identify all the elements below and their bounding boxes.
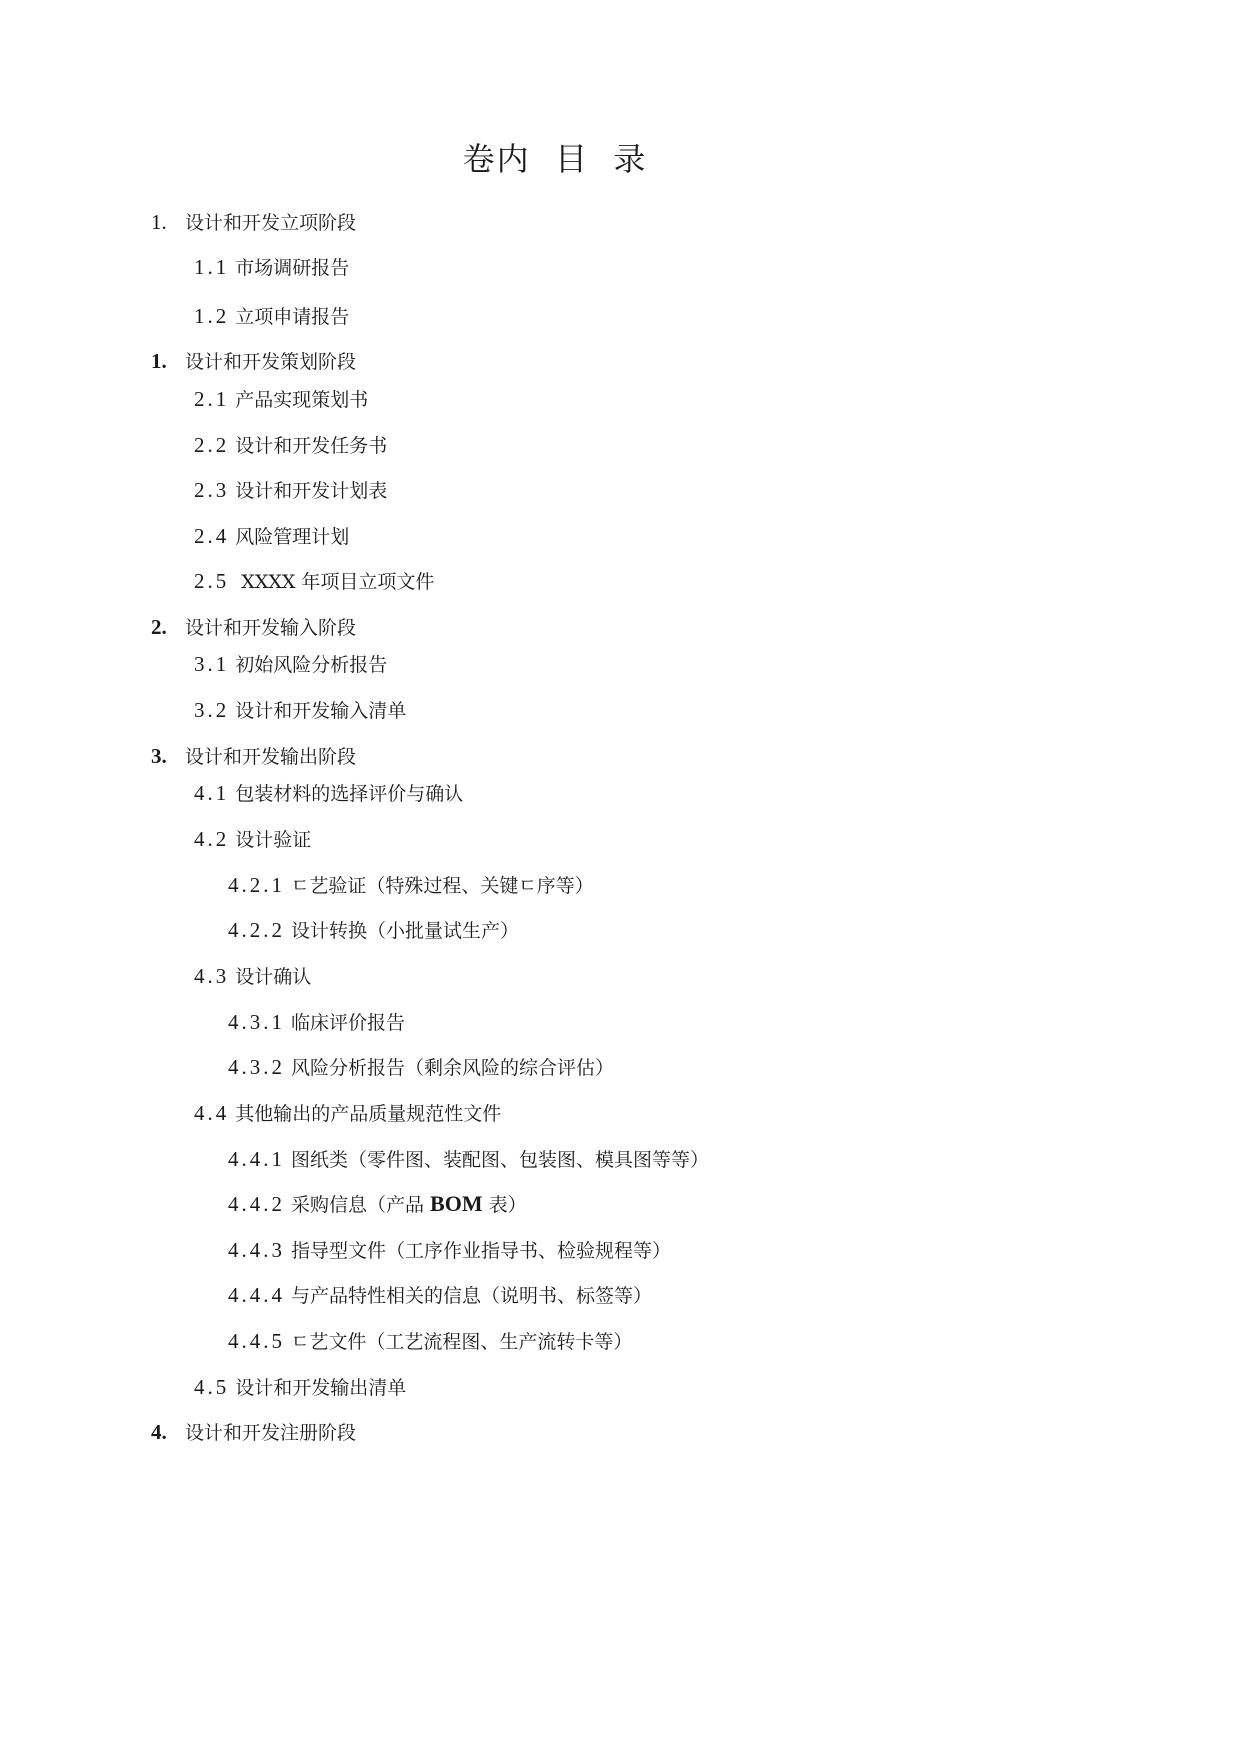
toc-section-4 [151,743,356,770]
toc-item-4-3 [194,963,311,990]
toc-section-2 [151,348,356,375]
toc-label: 设计和开发注册阶段 [185,1422,357,1444]
toc-item-4-4-2 [228,1191,527,1218]
toc-number: 4.4.1 [228,1147,285,1171]
toc-number: 2.4 [194,524,230,548]
toc-item-2-5 [194,568,434,595]
toc-label: ㄷ艺文件（工艺流程图、生产流转卡等） [291,1331,633,1353]
toc-item-4-2-1 [228,872,594,899]
toc-item-2-1 [194,386,368,413]
toc-number: 4. [151,1420,167,1444]
toc-number: 1.2 [194,304,230,328]
toc-label: 设计和开发输出清单 [235,1377,407,1399]
toc-label: 设计和开发策划阶段 [185,351,357,373]
toc-item-2-3 [194,477,387,504]
toc-item-4-4-4 [228,1282,652,1309]
toc-number: 1. [151,349,167,373]
toc-number: 4.2 [194,827,230,851]
toc-label: 包装材料的选择评价与确认 [235,783,464,805]
page-title: 卷内 目 录 [462,140,648,178]
toc-label [291,1191,527,1218]
toc-item-4-4 [194,1100,501,1127]
toc-label: 设计和开发计划表 [235,480,388,502]
toc-number: 2. [151,615,167,639]
toc-label: 设计验证 [235,829,312,851]
toc-number: 4.3 [194,964,230,988]
toc-item-1-1 [194,254,349,281]
toc-label: XXXX 年项目立项文件 [235,571,435,593]
toc-number: 4.4.4 [228,1283,285,1307]
toc-label: 指导型文件（工序作业指导书、检验规程等） [291,1240,672,1262]
toc-item-4-1 [194,780,463,807]
toc-label: 产品实现策划书 [235,389,369,411]
toc-section-1 [151,209,356,236]
toc-label: 设计确认 [235,966,312,988]
toc-number: 2.2 [194,433,230,457]
toc-label: 设计和开发输出阶段 [185,746,357,768]
toc-label-post: 表） [482,1194,527,1216]
toc-section-5 [151,1419,356,1446]
toc-item-3-1 [194,651,387,678]
toc-item-4-4-1 [228,1146,709,1173]
toc-label: 图纸类（零件图、装配图、包装图、模具图等等） [291,1149,710,1171]
toc-item-4-5 [194,1374,406,1401]
toc-label: 其他输出的产品质量规范性文件 [235,1103,502,1125]
toc-number: 4.2.1 [228,873,285,897]
toc-number: 1. [151,210,167,234]
toc-label: 设计和开发输入清单 [235,700,407,722]
toc-section-3 [151,614,356,641]
toc-label: 立项申请报告 [235,306,350,328]
toc-number: 1.1 [194,255,230,279]
toc-label: 市场调研报告 [235,257,350,279]
toc-number: 2.1 [194,387,230,411]
toc-label-pre: 采购信息（产品 [291,1194,431,1216]
toc-label: 设计和开发任务书 [235,435,388,457]
toc-label: 风险管理计划 [235,526,350,548]
toc-number: 4.4 [194,1101,230,1125]
toc-item-1-2 [194,303,349,330]
toc-label: 初始风险分析报告 [235,654,388,676]
toc-label: 临床评价报告 [291,1012,406,1034]
toc-number: 4.3.1 [228,1010,285,1034]
toc-label: 与产品特性相关的信息（说明书、标签等） [291,1285,653,1307]
toc-number: 3.1 [194,652,230,676]
toc-item-2-2 [194,432,387,459]
toc-number: 3. [151,744,167,768]
toc-number: 4.3.2 [228,1055,285,1079]
toc-item-4-3-1 [228,1009,405,1036]
toc-item-2-4 [194,523,349,550]
toc-number: 3.2 [194,698,230,722]
toc-item-4-4-5 [228,1328,632,1355]
toc-number: 4.2.2 [228,918,285,942]
toc-item-4-2 [194,826,311,853]
toc-number: 2.5 [194,569,230,593]
toc-item-4-4-3 [228,1237,671,1264]
toc-label: 设计和开发输入阶段 [185,617,357,639]
toc-number: 2.3 [194,478,230,502]
toc-label: 风险分析报告（剩余风险的综合评估） [291,1057,615,1079]
toc-number: 4.4.3 [228,1238,285,1262]
toc-label: 设计转换（小批量试生产） [291,920,520,942]
toc-number: 4.4.5 [228,1329,285,1353]
toc-number: 4.5 [194,1375,230,1399]
toc-label: ㄷ艺验证（特殊过程、关键ㄷ序等） [291,875,594,897]
toc-item-3-2 [194,697,406,724]
toc-label-bom: BOM [430,1191,483,1216]
toc-number: 4.4.2 [228,1192,285,1216]
toc-item-4-2-2 [228,917,519,944]
toc-item-4-3-2 [228,1054,614,1081]
toc-label: 设计和开发立项阶段 [185,212,357,234]
toc-number: 4.1 [194,781,230,805]
